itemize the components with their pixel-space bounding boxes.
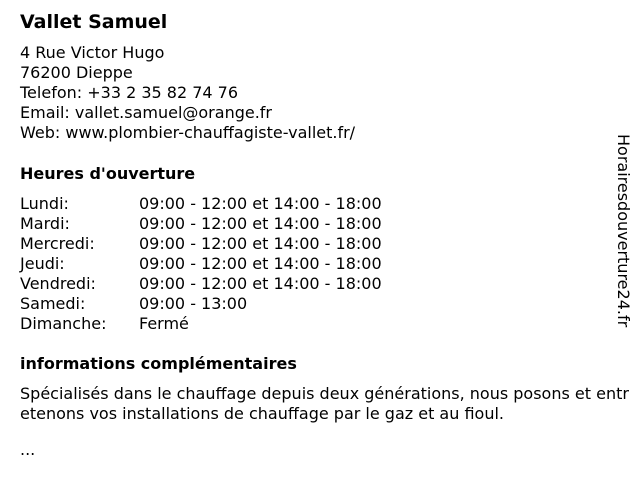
day-hours: 09:00 - 12:00 et 14:00 - 18:00 <box>139 234 382 253</box>
day-label: Samedi: <box>20 294 86 313</box>
email-address: Email: vallet.samuel@orange.fr <box>20 103 272 122</box>
day-label: Jeudi: <box>20 254 65 273</box>
day-label: Mardi: <box>20 214 70 233</box>
day-hours: 09:00 - 12:00 et 14:00 - 18:00 <box>139 214 382 233</box>
street-address: 4 Rue Victor Hugo <box>20 43 165 62</box>
day-hours: 09:00 - 12:00 et 14:00 - 18:00 <box>139 274 382 293</box>
city-postal-code: 76200 Dieppe <box>20 63 133 82</box>
day-label: Dimanche: <box>20 314 107 333</box>
business-name: Vallet Samuel <box>20 11 168 33</box>
day-hours: 09:00 - 13:00 <box>139 294 248 313</box>
business-description: Spécialisés dans le chauffage depuis deux générations, nous posons et entretenons vos installations de chauffage par le gaz et au fioul. <box>20 384 629 423</box>
day-label: Vendredi: <box>20 274 96 293</box>
day-hours: Fermé <box>139 314 189 333</box>
opening-hours-heading: Heures d'ouverture <box>20 164 196 183</box>
day-label: Mercredi: <box>20 234 95 253</box>
day-hours: 09:00 - 12:00 et 14:00 - 18:00 <box>139 254 382 273</box>
phone-number: Telefon: +33 2 35 82 74 76 <box>20 83 239 102</box>
website-address: Web: www.plombier-chauffagiste-vallet.fr/ <box>20 123 356 142</box>
additional-info-heading: informations complémentaires <box>20 354 297 373</box>
site-watermark: Horairesdouverture24.fr <box>614 134 633 328</box>
day-label: Lundi: <box>20 194 69 213</box>
contact-block <box>20 43 355 143</box>
day-hours: 09:00 - 12:00 et 14:00 - 18:00 <box>139 194 382 213</box>
ellipsis-more: ... <box>20 440 36 459</box>
